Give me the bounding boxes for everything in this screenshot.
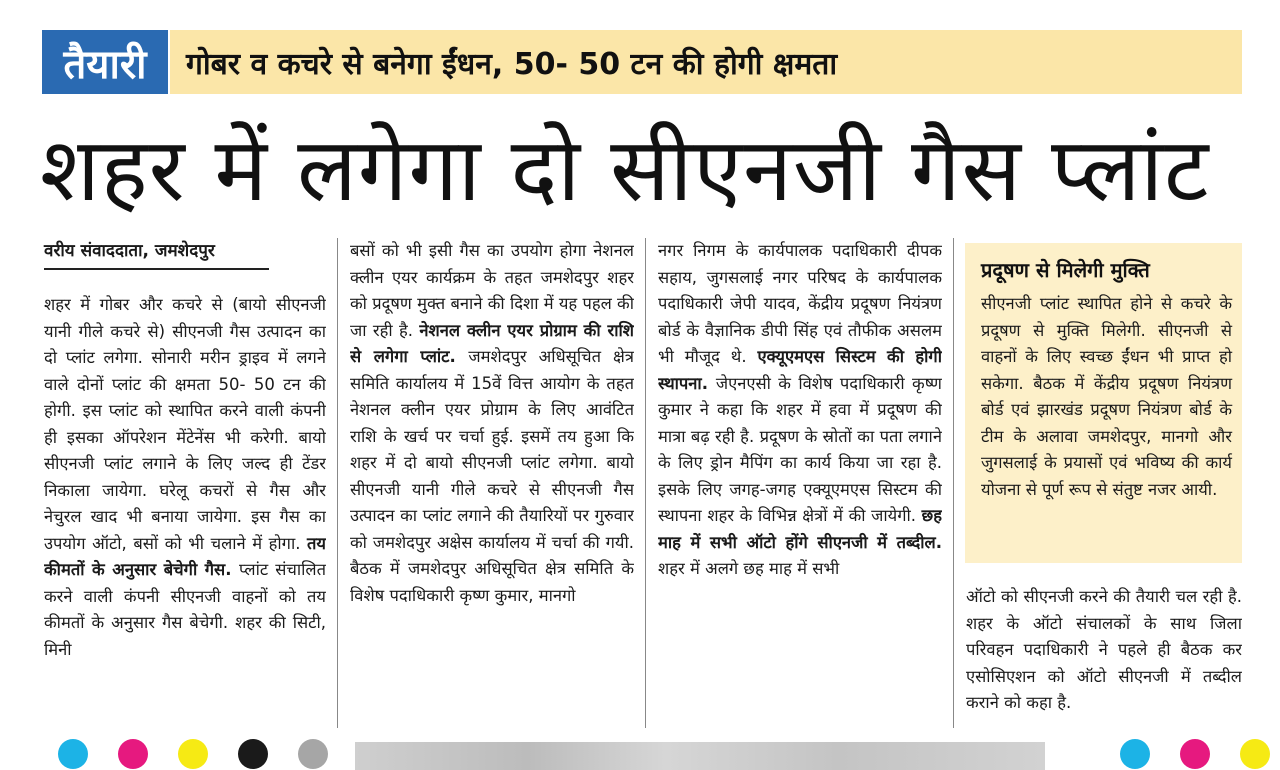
registration-gray-bar — [355, 742, 1045, 770]
registration-dot-gray — [298, 739, 328, 769]
column-divider — [645, 238, 646, 728]
box-title: प्रदूषण से मिलेगी मुक्ति — [981, 258, 1150, 282]
registration-dot-yellow — [178, 739, 208, 769]
byline: वरीय संवाददाता, जमशेदपुर — [44, 238, 269, 270]
registration-dot-black — [238, 739, 268, 769]
subheading: छह माह में सभी ऑटो होंगे सीएनजी में तब्दील. — [658, 506, 942, 552]
article-column-4 — [966, 584, 1242, 734]
subheadline: गोबर व कचरे से बनेगा ईंधन, 50- 50 टन की होगी क्षमता — [170, 30, 1242, 94]
registration-dot-magenta — [1180, 739, 1210, 769]
paragraph: जेएनएसी के विशेष पदाधिकारी कृष्ण कुमार ने कहा कि शहर में हवा में प्रदूषण की मात्रा बढ़ रही है. प्रदूषण के स्रोतों का पता लगाने के लिए ड्रोन मैपिंग का कार्य किया जा रहा है. इसके लिए जगह-जगह एक्यूएमएस सिस्टम की स्थापना शहर के विभिन्न क्षेत्रों में की जायेगी. — [658, 373, 942, 525]
subheading: तय कीमतों के अनुसार बेचेगी गैस. — [44, 533, 326, 579]
box-body: सीएनजी प्लांट स्थापित होने से कचरे के प्रदूषण से मुक्ति मिलेगी. सीएनजी से वाहनों के लिए स्वच्छ ईंधन भी प्राप्त हो सकेगा. बैठक में केंद्रीय प्रदूषण नियंत्रण बोर्ड एवं झारखंड प्रदूषण नियंत्रण बोर्ड के टीम के अलावा जमशेदपुर, मानगो और जुगसलाई के प्रयासों एवं भविष्य की कार्य योजना से पूर्ण रूप से संतुष्ट नजर आयी. — [981, 294, 1232, 499]
article-column-1 — [44, 292, 326, 732]
paragraph: जमशेदपुर अधिसूचित क्षेत्र समिति कार्यालय में 15वें वित्त आयोग के तहत नेशनल क्लीन एयर प्रोग्राम के लिए आवंटित राशि के खर्च पर चर्चा हुई. इसमें तय हुआ कि शहर में दो बायो सीएनजी प्लांट लगेगा. बायो सीएनजी यानी गीले कचरे से सीएनजी गैस उत्पादन का प्लांट लगाने की तैयारियों पर गुरुवार को जमशेदपुर अक्षेस कार्यालय में चर्चा की गयी. बैठक में जमशेदपुर अधिसूचित क्षेत्र समिति के विशेष पदाधिकारी कृष्ण कुमार, मानगो — [350, 347, 634, 605]
column-divider — [953, 238, 954, 728]
registration-dot-cyan — [1120, 739, 1150, 769]
article-column-3 — [658, 238, 942, 732]
subheading: एक्यूएमएस सिस्टम की होगी स्थापना. — [658, 347, 942, 393]
paragraph: ऑटो को सीएनजी करने की तैयारी चल रही है. शहर के ऑटो संचालकों के साथ जिला परिवहन पदाधिकारी ने पहले ही बैठक कर एसोसिएशन को ऑटो सीएनजी में तब्दील कराने को कहा है. — [966, 587, 1242, 712]
paragraph: नगर निगम के कार्यपालक पदाधिकारी दीपक सहाय, जुगसलाई नगर परिषद के कार्यपालक पदाधिकारी जेपी यादव, केंद्रीय प्रदूषण नियंत्रण बोर्ड के वैज्ञानिक डीपी सिंह एवं तौफीक असलम भी मौजूद थे. — [658, 241, 942, 366]
registration-dot-yellow — [1240, 739, 1270, 769]
paragraph: बसों को भी इसी गैस का उपयोग होगा नेशनल क्लीन एयर कार्यक्रम के तहत जमशेदपुर शहर को प्रदूषण मुक्त बनाने की दिशा में यह पहल की जा रही है. — [350, 241, 634, 340]
paragraph: शहर में गोबर और कचरे से (बायो सीएनजी यानी गीले कचरे से) सीएनजी गैस उत्पादन का दो प्लांट लगेगा. सोनारी मरीन ड्राइव में लगने वाले दोनों प्लांट की क्षमता 50- 50 टन की होगी. इस प्लांट को स्थापित करने वाली कंपनी ही इसका ऑपरेशन मेंटेनेंस भी करेगी. बायो सीएनजी प्लांट लगाने के लिए जल्द ही टेंडर निकाला जायेगा. घरेलू कचरों से गैस और नेचुरल खाद भी बनाया जायेगा. इस गैस का उपयोग ऑटो, बसों को भी चलाने में होगा. — [44, 295, 326, 553]
paragraph: प्लांट संचालित करने वाली कंपनी सीएनजी वाहनों को तय कीमतों के अनुसार गैस बेचेगी. शहर की सिटी, मिनी — [44, 560, 326, 659]
article-column-2 — [350, 238, 634, 732]
highlight-box — [965, 243, 1242, 563]
paragraph: शहर में अलगे छह माह में सभी — [658, 559, 840, 578]
registration-dot-magenta — [118, 739, 148, 769]
section-tag: तैयारी — [42, 30, 168, 94]
registration-dot-cyan — [58, 739, 88, 769]
subheading: नेशनल क्लीन एयर प्रोग्राम की राशि से लगेगा प्लांट. — [350, 320, 634, 366]
column-divider — [337, 238, 338, 728]
headline: शहर में लगेगा दो सीएनजी गैस प्लांट — [40, 118, 1210, 221]
